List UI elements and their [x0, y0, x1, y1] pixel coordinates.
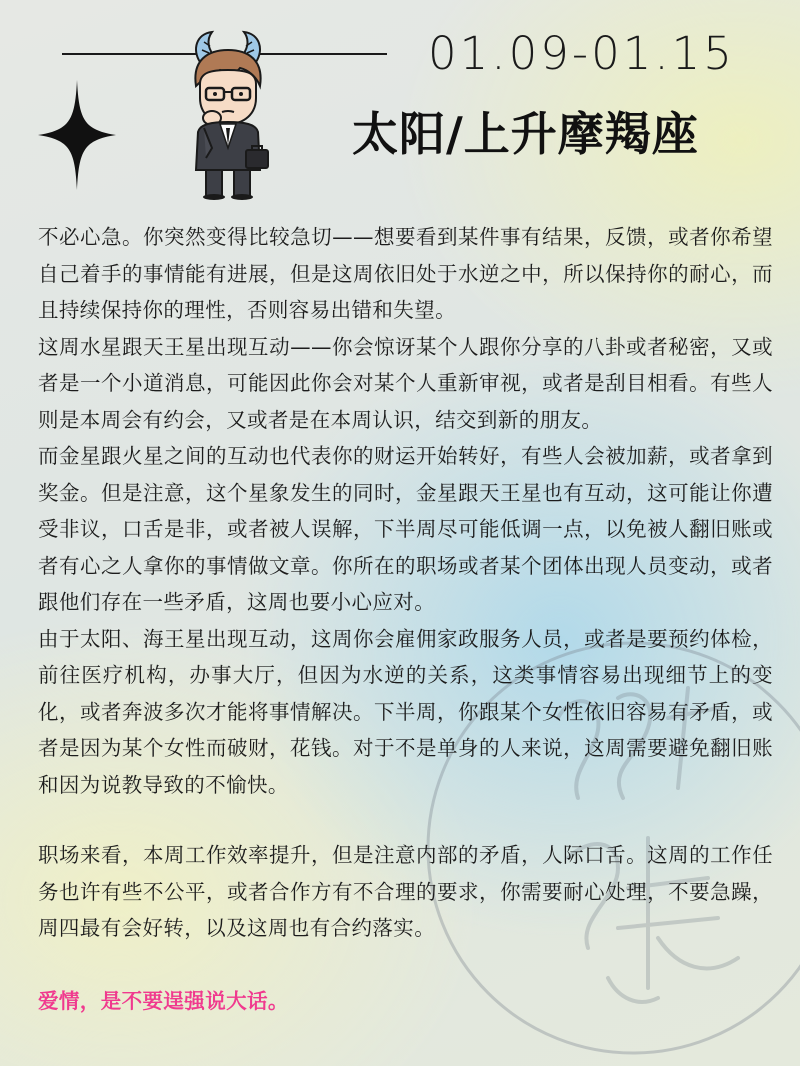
spacer — [38, 803, 773, 837]
paragraph-mercury-uranus: 这周水星跟天王星出现互动——你会惊讶某个人跟你分享的八卦或者秘密，又或者是一个小道消息，可能因此你会对某个人重新审视，或者是刮目相看。有些人则是本周会有约会，又或者是在本周认识，结交到新的朋友。 — [38, 334, 773, 432]
date-range: 01.09-01.15 — [428, 27, 735, 80]
article-body — [38, 219, 773, 1019]
paragraph-venus-mars: 而金星跟火星之间的互动也代表你的财运开始转好，有些人会被加薪，或者拿到奖金。但是注意，这个星象发生的同时，金星跟天王星也有互动，这可能让你遭受非议，口舌是非，或者被人误解，下半周尽可能低调一点，以免被人翻旧账或者有心之人拿你的事情做文章。你所在的职场或者某个团体出现人员变动，或者跟他们存在一些矛盾，这周也要小心应对。 — [38, 444, 773, 614]
paragraph-sun-neptune: 由于太阳、海王星出现互动，这周你会雇佣家政服务人员，或者是要预约体检，前往医疗机构，办事大厅，但因为水逆的关系，这类事情容易出现细节上的变化，或者奔波多次才能将事情解决。下半周，你跟某个女性依旧容易有矛盾，或者是因为某个女性而破财，花钱。对于不是单身的人来说，这周需要避免翻旧账和因为说教导致的不愉快。 — [38, 626, 773, 797]
spacer — [38, 947, 773, 983]
paragraph-intro: 不必心急。你突然变得比较急切——想要看到某件事有结果，反馈，或者你希望自己着手的事情能有进展，但是这周依旧处于水逆之中，所以保持你的耐心，而且持续保持你的理性，否则容易出错和失望。 — [38, 225, 773, 322]
paragraph-career: 职场来看，本周工作效率提升，但是注意内部的矛盾，人际口舌。这周的工作任务也许有些不公平，或者合作方有不合理的要求，你需要耐心处理，不要急躁，周四最有会好转，以及这周也有合约落实。 — [38, 843, 773, 940]
sparkle-icon — [38, 80, 116, 190]
page-title: 太阳/上升摩羯座 — [352, 107, 699, 161]
avatar-icon — [178, 28, 278, 200]
love-highlight: 爱情，是不要逞强说大话。 — [38, 988, 289, 1013]
